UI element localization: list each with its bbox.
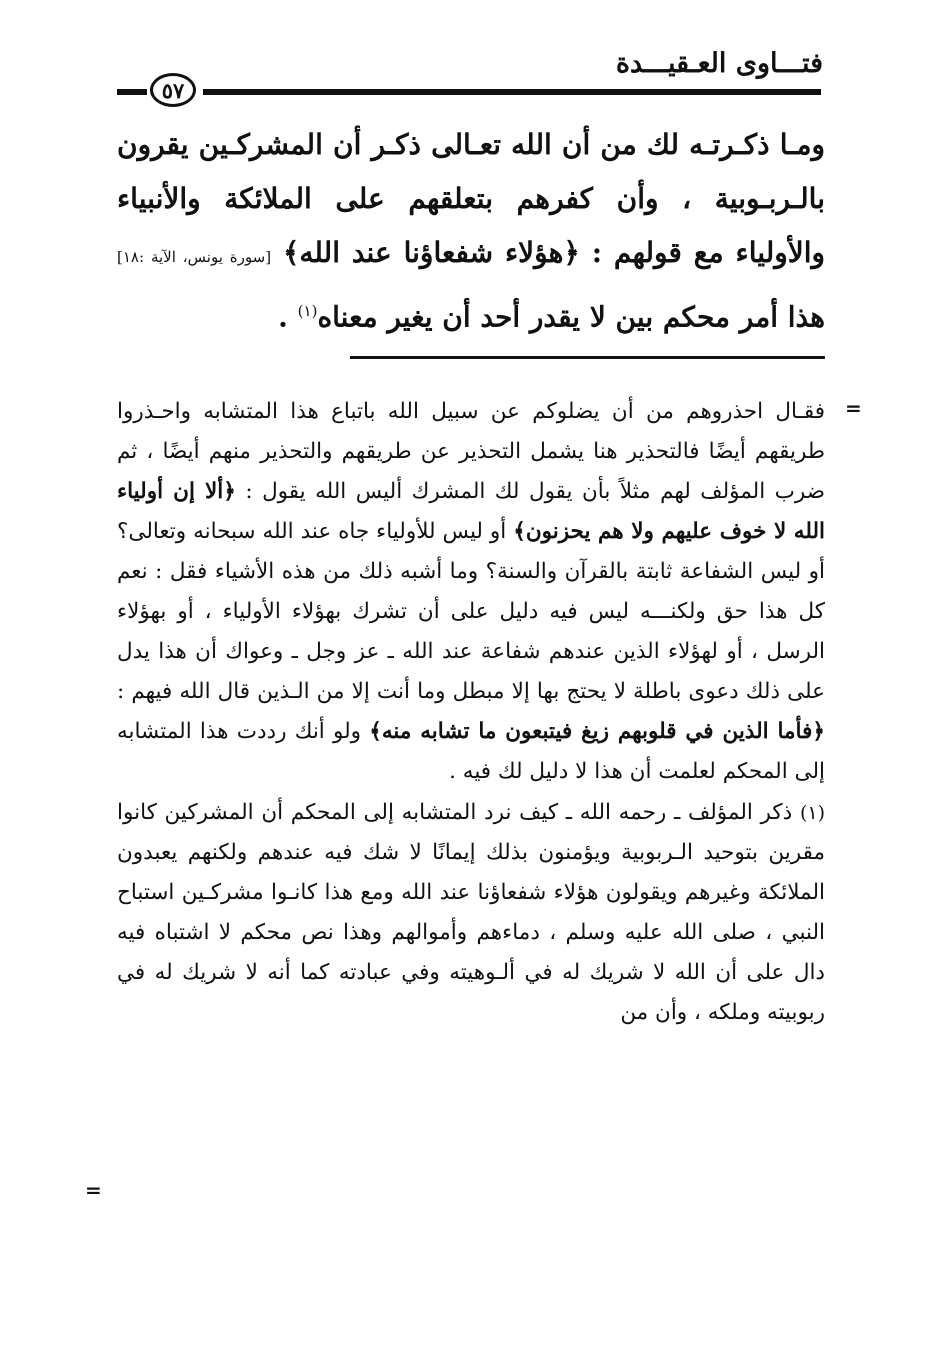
header-rule [203, 89, 821, 95]
commentary-text-1: فقـال احذروهم من أن يضلوكم عن سبيل الله باتباع هذا المتشابه واحـذروا طريقهم أيضًا فالتحذير هنا يشمل التحذير عن طريقهم والتحذير منهم أيضًا ، ثم ضرب المؤلف لهم مثلاً بأن يقول لك المشرك أليس الله يقول : [117, 399, 825, 504]
commentary-quote-2: ﴿فأما الذين في قلوبهم زيغ فيتبعون ما تشابه منه﴾ [369, 719, 825, 744]
main-paragraph [117, 118, 825, 344]
commentary-quote-1: ﴿ألا إن أولياء الله لا خوف عليهم ولا هم يحزنون﴾ [117, 479, 825, 544]
header-rule-left [117, 89, 147, 95]
commentary-text-3: ولو أنك رددت هذا المتشابه إلى المحكم لعلمت أن هذا لا دليل لك فيه . [117, 719, 825, 784]
commentary-text-2: أو ليس للأولياء جاه عند الله سبحانه وتعالى؟ أو ليس الشفاعة ثابتة بالقرآن والسنة؟ وما أشبه ذلك من هذه الأشياء فقل : نعم كل هذا حق ولكنـــه ليس فيه دليل على أن تشرك بهؤلاء الأولياء ، أو بهؤلاء الرسل ، أو لهؤلاء الذين عندهم شفاعة عند الله ـ عز وجل ـ وعواك أن هذا يدل على ذلك دعوى باطلة لا يحتج بها إلا مبطل وما أنت إلا من الـذين قال الله فيهم : [117, 519, 825, 704]
running-header-title: فتـــاوى العـقيـــدة [615, 48, 823, 79]
footnote-number: (١) [799, 802, 825, 824]
footnote-separator [350, 356, 825, 359]
page-number [150, 73, 196, 107]
main-text [117, 118, 825, 344]
footnote [117, 793, 825, 1033]
main-text-part-2: هذا أمر محكم بين لا يقدر أحد أن يغير معناه [317, 300, 825, 334]
footnote-reference: (١) [297, 302, 318, 320]
main-text-end: . [278, 300, 298, 334]
continuation-mark-top: = [845, 396, 862, 420]
main-text-part-1: ومـا ذكـرتـه لك من أن الله تعـالى ذكـر أن المشركـين يقرون بالـربـوبية ، وأن كفرهم بتعلقهم على الملائكة والأنبياء والأولياء مع قولهم : [117, 128, 826, 269]
footnote-text: ذكر المؤلف ـ رحمه الله ـ كيف نرد المتشابه إلى المحكم أن المشركين كانوا مقرين بتوحيد الـربوبية ويؤمنون بذلك إيمانًا لا شك فيه عندهم ولكنهم يعبدون الملائكة وغيرهم ويقولون هؤلاء شفعاؤنا عند الله ومع هذا كانـوا مشركـين استباح النبي ، صلى الله عليه وسلم ، دماءهم وأموالهم وهذا نص محكم لا اشتباه فيه دال على أن الله لا شريك له في ألـوهيته وفي عبادته كما أنه لا شريك له في ربوبيته وملكه ، وأن من [117, 800, 825, 1025]
quran-quote: ﴿هؤلاء شفعاؤنا عند الله﴾ [282, 236, 580, 269]
continuation-mark-bottom: = [85, 1178, 102, 1202]
quran-citation: [سورة يونس، الآية :١٨] [117, 248, 272, 266]
commentary [117, 392, 825, 1033]
commentary-paragraph [117, 392, 825, 792]
page-number-text: ٥٧ [161, 77, 185, 103]
